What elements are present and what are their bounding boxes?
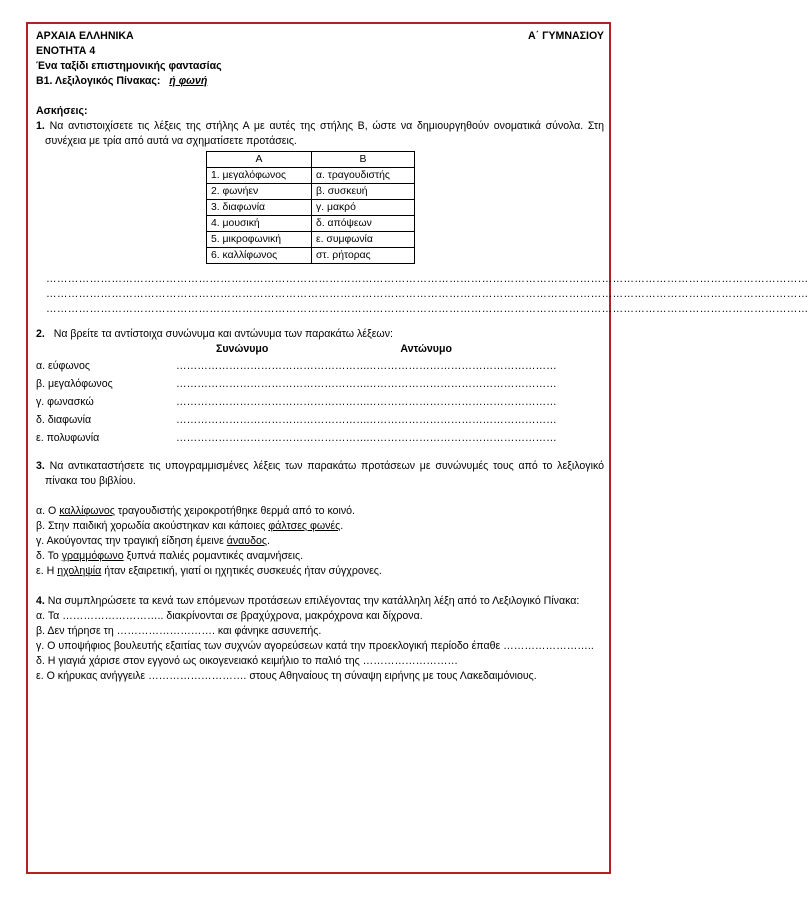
section-title [36,74,604,89]
answer-line[interactable]: ………………………………………………………………………………………………………………………………………………………………………………………… [46,288,809,300]
exercises-title: Ασκήσεις: [36,105,88,117]
table-header-row [207,152,415,168]
exercise-3-text: Να αντικαταστήσετε τις υπογραμμισμένες λέξεις των παρακάτω προτάσεων με συνώνυμές τους από το λεξιλογικό πίνακα του βιβλίου. [45,460,605,487]
answer-line[interactable]: ………………………………………………………………………………………………………………………………………………………………………………………… [46,303,809,315]
table-row [207,248,415,264]
word-label: β. μεγαλόφωνος [36,378,113,390]
sentence-text: ήταν εξαιρετική, γιατί οι ηχητικές συσκευές ήταν σύγχρονες. [101,565,382,577]
synonym-blank[interactable]: ……………………………………………… [176,414,367,426]
underlined-word: καλλίφωνος [59,505,115,517]
lesson-title: Ένα ταξίδι επιστημονικής φαντασίας [36,60,222,72]
list-item [36,411,604,429]
column-a-cell: 2. φωνήεν [207,184,312,200]
column-b-cell: α. τραγουδιστής [312,168,415,184]
sentence-text: ε. Η [36,565,58,577]
exercise-1-number: 1. [36,120,45,132]
synonym-antonym-header [36,342,604,357]
sentence-text: . [340,520,344,532]
header-row [36,29,604,44]
word-label: δ. διαφωνία [36,414,92,426]
column-a-cell: 5. μικροφωνική [207,232,312,248]
fill-in-item: α. Τα ……………………….. διακρίνονται σε βραχύχρονα, μακρόχρονα και δίχρονα. [36,610,423,622]
answer-line[interactable]: ………………………………………………………………………………………………………………………………………………………………………………………… [46,273,809,285]
column-b-cell: δ. απόψεων [312,216,415,232]
column-b-cell: ε. συμφωνία [312,232,415,248]
exercise-1-text: Να αντιστοιχίσετε τις λέξεις της στήλης Α με αυτές της στήλης Β, ώστε να δημιουργηθούν ονοματικά σύνολα. Στη συνέχεια με τρία από αυτά να σχηματίσετε προτάσεις. [45,120,604,147]
underlined-word: φάλτσες φωνές [268,520,341,532]
exercise-2-text: Να βρείτε τα αντίστοιχα συνώνυμα και αντώνυμα των παρακάτω λέξεων: [53,328,393,340]
exercise-3-number: 3. [36,460,45,472]
column-a-cell: 6. καλλίφωνος [207,248,312,264]
exercise-4-instructions [36,594,604,609]
fill-in-item: β. Δεν τήρησε τη ………………………. και φάνηκε ασυνεπής. [36,625,322,637]
section-word: ή φωνή [169,75,208,87]
sentence-item [36,564,604,579]
column-b-cell: στ. ρήτορας [312,248,415,264]
underlined-word: γραμμόφωνο [61,550,124,562]
synonym-blank[interactable]: ……………………………………………… [176,396,367,408]
underlined-word: ηχοληψία [57,565,102,577]
underlined-word: άναυδος [226,535,267,547]
fill-in-item: δ. Η γιαγιά χάρισε στον εγγονό ως οικογενειακό κειμήλιο το παλιό της ……………………… [36,655,459,667]
exercise-4-number: 4. [36,595,45,607]
list-item [36,393,604,411]
exercise-1-instructions [36,119,604,149]
sentence-text: γ. Ακούγοντας την τραγική είδηση έμεινε [36,535,227,547]
table-row [207,184,415,200]
synonym-blank[interactable]: ……………………………………………… [176,360,367,372]
list-item [36,429,604,447]
column-b-cell: γ. μακρό [312,200,415,216]
column-a-header: Α [207,152,312,168]
exercise-2-instructions [36,327,604,342]
sentence-text: τραγουδιστής χειροκροτήθηκε θερμά από το κοινό. [114,505,356,517]
worksheet [36,29,809,684]
exercise-4-text: Να συμπληρώσετε τα κενά των επόμενων προτάσεων επιλέγοντας την κατάλληλη λέξη από το Λεξιλογικό Πίνακα: [47,595,580,607]
column-b-cell: β. συσκευή [312,184,415,200]
antonym-blank[interactable]: ……………………………………………… [366,378,557,390]
fill-in-item: γ. Ο υποψήφιος βουλευτής εξαιτίας των συχνών αγορεύσεων κατά την προεκλογική περίοδο έπαθε …………………….. [36,640,594,652]
antonym-blank[interactable]: ……………………………………………… [366,360,557,372]
sentence-text: α. Ο [36,505,60,517]
sentence-text: δ. Το [36,550,62,562]
table-row [207,232,415,248]
antonym-blank[interactable]: ……………………………………………… [366,432,557,444]
sentence-item [36,534,604,549]
table-row [207,216,415,232]
synonym-column-header: Συνώνυμο [216,343,269,355]
exercise-2-number: 2. [36,328,45,340]
table-row [207,200,415,216]
antonym-blank[interactable]: ……………………………………………… [366,396,557,408]
sentence-text: ξυπνά παλιές ρομαντικές αναμνήσεις. [123,550,304,562]
fill-in-item: ε. Ο κήρυκας ανήγγειλε ………………………. στους Αθηναίους τη σύναψη ειρήνης με τους Λακεδαιμόνιους. [36,670,537,682]
synonym-blank[interactable]: ……………………………………………… [176,378,367,390]
column-b-header: Β [312,152,415,168]
sentence-item [36,519,604,534]
sentence-text: β. Στην παιδική χορωδία ακούστηκαν και κάποιες [36,520,269,532]
column-a-cell: 1. μεγαλόφωνος [207,168,312,184]
table-row [207,168,415,184]
sentence-text: . [266,535,270,547]
word-label: ε. πολυφωνία [36,432,100,444]
matching-table [206,151,415,264]
word-label: γ. φωνασκώ [36,396,94,408]
column-a-cell: 4. μουσική [207,216,312,232]
column-a-cell: 3. διαφωνία [207,200,312,216]
unit-label: ΕΝΟΤΗΤΑ 4 [36,45,96,57]
antonym-column-header: Αντώνυμο [400,343,452,355]
sentence-item [36,504,604,519]
subject-title: ΑΡΧΑΙΑ ΕΛΛΗΝΙΚΑ [36,30,134,42]
antonym-blank[interactable]: ……………………………………………… [366,414,557,426]
sentence-item [36,549,604,564]
list-item [36,375,604,393]
section-prefix: Β1. Λεξιλογικός Πίνακας: [36,75,161,87]
exercise-3-instructions [36,459,604,489]
list-item [36,357,604,375]
grade-label: Α΄ ΓΥΜΝΑΣΙΟΥ [528,30,604,42]
synonym-blank[interactable]: ……………………………………………… [176,432,367,444]
word-label: α. εύφωνος [36,360,90,372]
